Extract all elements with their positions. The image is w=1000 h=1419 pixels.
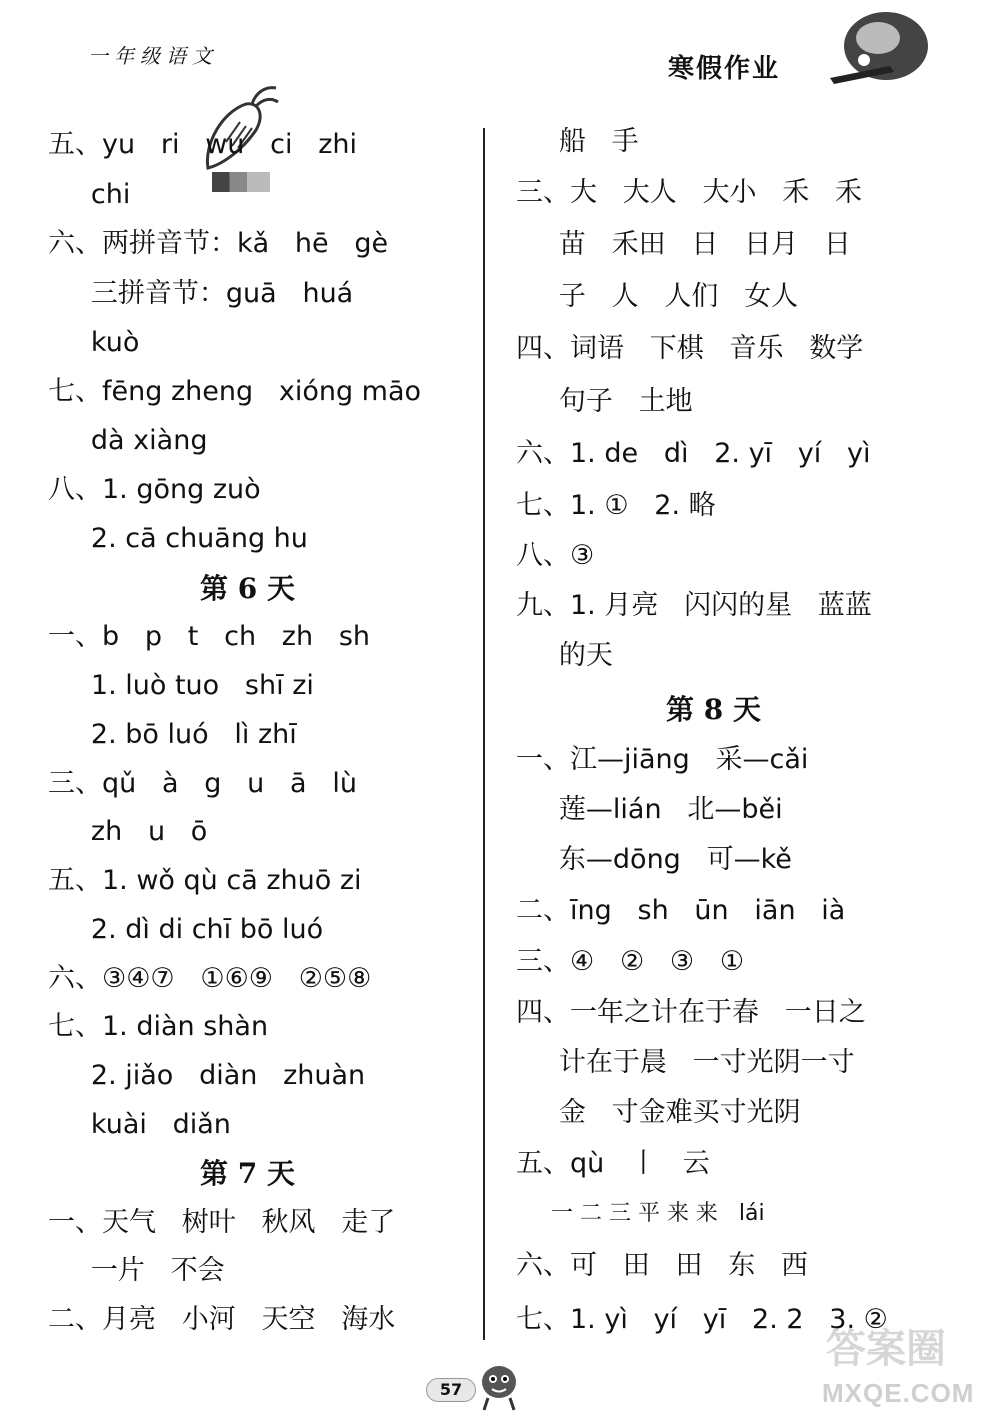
answer-line: 六、1. de dì 2. yī yí yì	[516, 438, 871, 469]
answer-line: 船 手	[516, 126, 639, 157]
answer-line-stroke-order: 一 二 三 平 来 来 lái	[516, 1201, 765, 1226]
answer-line: 子 人 人们 女人	[516, 281, 799, 312]
answer-line: 一、天气 树叶 秋风 走了	[48, 1207, 396, 1238]
answer-line: 七、1. ① 2. 略	[516, 490, 716, 521]
answer-line: 莲—lián 北—běi	[516, 794, 783, 825]
day-8-heading: 第 8 天	[666, 693, 761, 726]
answer-line: 1. luò tuo shī zi	[48, 670, 314, 701]
answer-line: 六、③④⑦ ①⑥⑨ ②⑤⑧	[48, 963, 372, 994]
header-ink-illustration	[820, 8, 932, 90]
answer-line: 苗 禾田 日 日月 日	[516, 229, 851, 260]
book-subject-title: 一年级语文	[88, 44, 218, 68]
answer-line: 2. dì di chī bō luó	[48, 914, 324, 945]
answer-line: 五、1. wǒ qù cā zhuō zi	[48, 865, 362, 896]
answer-line: 七、1. diàn shàn	[48, 1011, 269, 1042]
answer-line: 二、īng sh ūn iān ià	[516, 895, 846, 926]
answer-line: 七、1. yì yí yī 2. 2 3. ②	[516, 1304, 888, 1335]
answer-line: 五、yu ri wu ci zhi	[48, 129, 358, 160]
answer-line: 2. bō luó lì zhī	[48, 719, 297, 750]
printing-smudge	[212, 172, 270, 192]
answer-line: 八、1. gōng zuò	[48, 474, 261, 505]
answer-line: 四、一年之计在于春 一日之	[516, 997, 866, 1028]
day-7-heading: 第 7 天	[200, 1157, 295, 1190]
answer-line: dà xiàng	[48, 425, 208, 456]
answer-line: 五、qù 丨 云	[516, 1148, 710, 1179]
answer-line: 四、词语 下棋 音乐 数学	[516, 333, 864, 364]
answer-line: kuài diǎn	[48, 1109, 231, 1140]
answer-line: zh u ō	[48, 816, 208, 847]
answer-line: 六、两拼音节：kǎ hē gè	[48, 228, 389, 259]
answer-line: 二、月亮 小河 天空 海水	[48, 1304, 396, 1335]
answer-line: 三拼音节：guā huá	[48, 278, 354, 309]
answer-line: 一片 不会	[48, 1255, 225, 1286]
answer-line: 九、1. 月亮 闪闪的星 蓝蓝	[516, 590, 872, 621]
answer-line: 2. jiǎo diàn zhuàn	[48, 1060, 366, 1091]
answer-line: 三、qǔ à g u ā lù	[48, 768, 357, 799]
answer-line: 六、可 田 田 东 西	[516, 1250, 808, 1281]
answer-line: 一、b p t ch zh sh	[48, 621, 371, 652]
book-series-title: 寒假作业	[668, 54, 781, 84]
svg-text:答案圈: 答案圈	[826, 1326, 946, 1372]
answer-line: 八、③	[516, 540, 595, 571]
answer-line: 金 寸金难买寸光阴	[516, 1097, 801, 1128]
page-number: 57	[426, 1378, 476, 1402]
watermark-url: MXQE.COM	[822, 1378, 975, 1408]
column-divider	[483, 128, 485, 1340]
mascot-icon	[474, 1360, 524, 1412]
answer-line: 计在于晨 一寸光阴一寸	[516, 1047, 855, 1078]
answer-line: 一、江—jiāng 采—cǎi	[516, 744, 809, 775]
answer-line: kuò	[48, 327, 140, 358]
answer-line: chi	[48, 179, 131, 210]
answer-line: 2. cā chuāng hu	[48, 523, 308, 554]
day-6-heading: 第 6 天	[200, 572, 295, 605]
answer-line: 句子 土地	[516, 386, 693, 417]
answer-line: 七、fēng zheng xióng māo	[48, 376, 422, 407]
answer-line: 的天	[516, 640, 613, 671]
answer-line: 东—dōng 可—kě	[516, 844, 792, 875]
answer-line: 三、④ ② ③ ①	[516, 946, 745, 977]
answer-line: 三、大 大人 大小 禾 禾	[516, 177, 862, 208]
